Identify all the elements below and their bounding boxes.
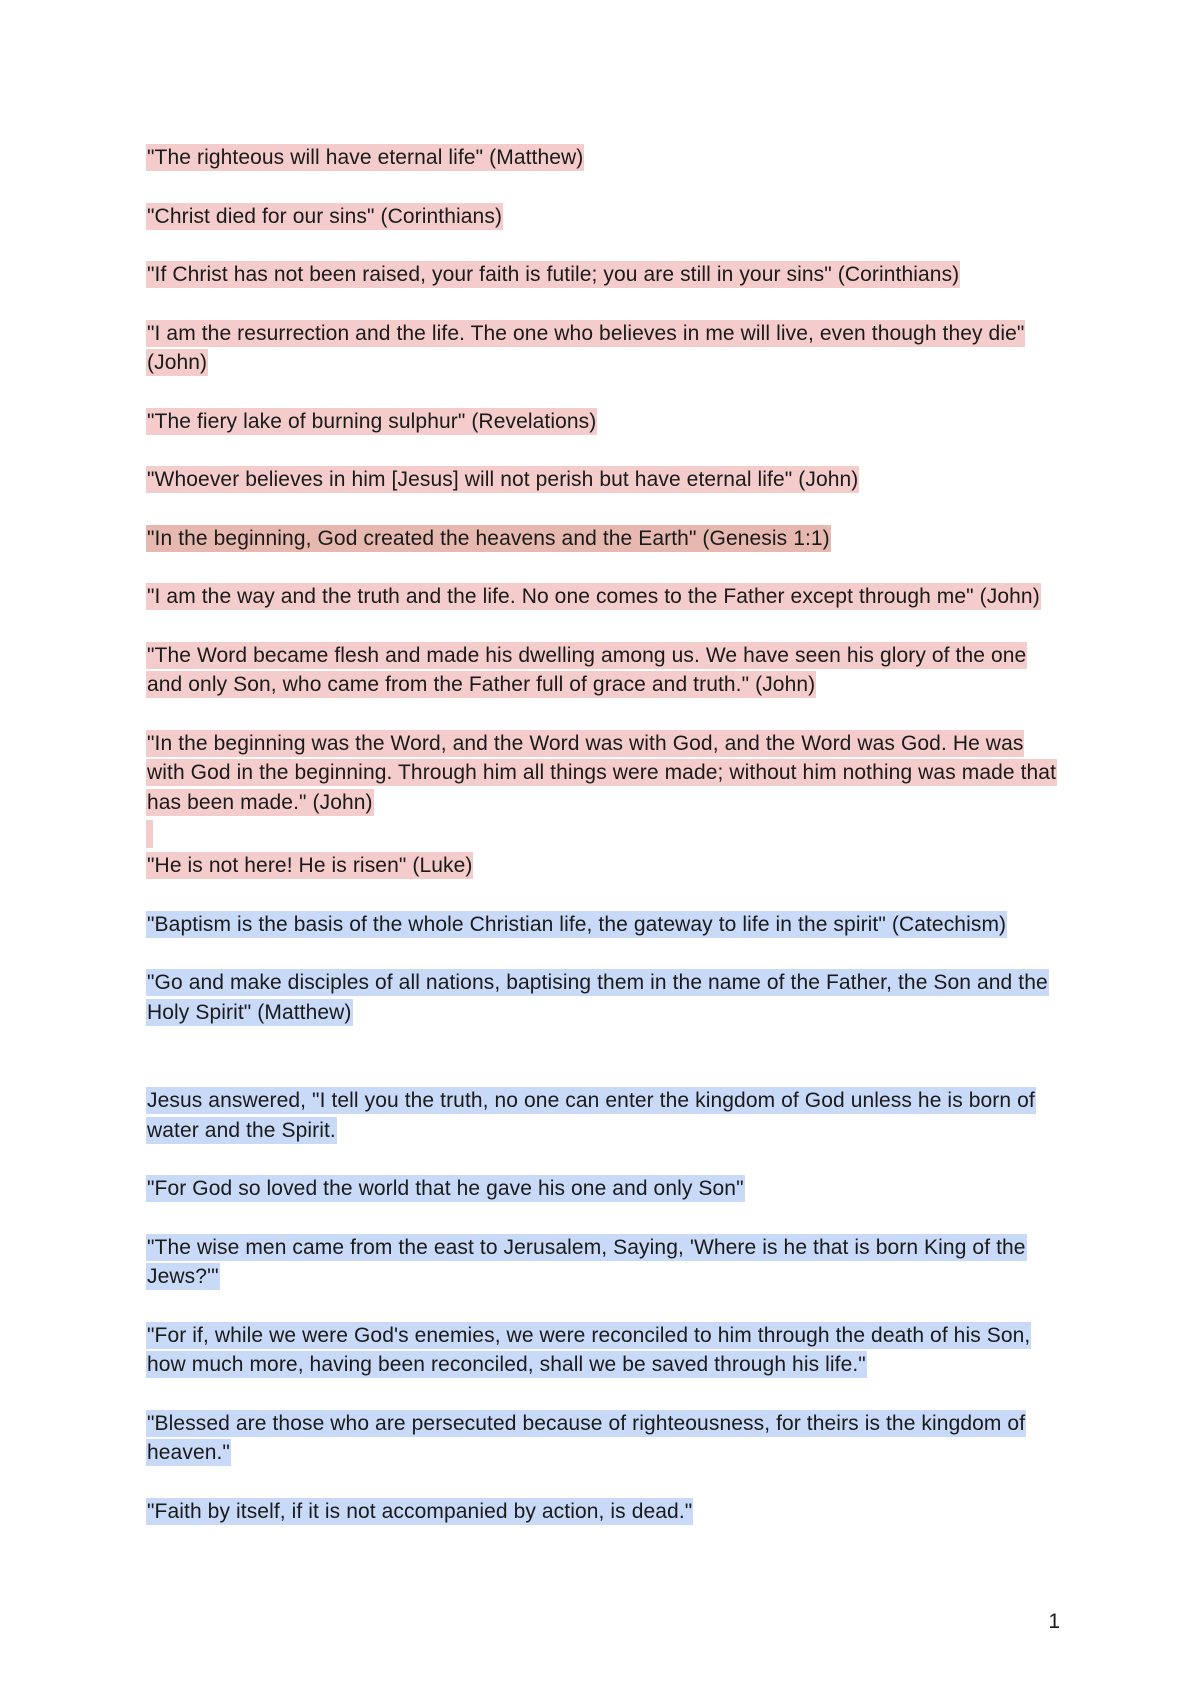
quote-text: "For if, while we were God's enemies, we were reconciled to him through the death of his Son, how much more, having been reconciled, shall we be saved through his life." bbox=[147, 1323, 1031, 1376]
quote-paragraph bbox=[146, 729, 1066, 818]
quote-text: Jesus answered, "I tell you the truth, no one can enter the kingdom of God unless he is born of water and the Spirit. bbox=[147, 1089, 1035, 1142]
empty-highlighted-line bbox=[146, 820, 153, 848]
quote-text: "If Christ has not been raised, your faith is futile; you are still in your sins" (Corinthians) bbox=[147, 263, 960, 286]
quote-text: "The righteous will have eternal life" (Matthew) bbox=[147, 146, 584, 169]
quote-paragraph bbox=[146, 851, 1066, 881]
quote-paragraph bbox=[146, 1409, 1066, 1468]
quote-paragraph bbox=[146, 1321, 1066, 1380]
quote-text: "In the beginning, God created the heavens and the Earth" (Genesis 1:1) bbox=[147, 526, 830, 550]
quote-paragraph bbox=[146, 407, 1066, 437]
quote-text: "Christ died for our sins" (Corinthians) bbox=[147, 204, 503, 228]
quote-text: "For God so loved the world that he gave his one and only Son" bbox=[147, 1177, 744, 1200]
quote-paragraph bbox=[146, 1233, 1066, 1292]
quote-paragraph-selected bbox=[146, 524, 1066, 554]
quote-text: "I am the resurrection and the life. The one who believes in me will live, even though they die" (John) bbox=[147, 321, 1025, 374]
quote-paragraph bbox=[146, 465, 1066, 495]
quote-text: "The fiery lake of burning sulphur" (Revelations) bbox=[147, 409, 597, 433]
quote-paragraph bbox=[146, 1497, 1066, 1527]
quote-text: "Go and make disciples of all nations, baptising them in the name of the Father, the Son and the Holy Spirit" (Matthew) bbox=[147, 971, 1048, 1024]
quote-paragraph bbox=[146, 1086, 1066, 1145]
quote-paragraph bbox=[146, 968, 1066, 1027]
quote-text: "Blessed are those who are persecuted because of righteousness, for theirs is the kingdom of heaven." bbox=[147, 1411, 1026, 1464]
quote-paragraph bbox=[146, 1174, 1066, 1204]
quote-text: "He is not here! He is risen" (Luke) bbox=[147, 854, 473, 877]
quote-paragraph bbox=[146, 910, 1066, 940]
quote-text: "In the beginning was the Word, and the Word was with God, and the Word was God. He was with God in the beginning. Through him all things were made; without him nothing was made that has been made." (John) bbox=[147, 731, 1057, 814]
quote-paragraph bbox=[146, 202, 1066, 232]
quote-text: "Faith by itself, if it is not accompanied by action, is dead." bbox=[147, 1499, 693, 1523]
quote-text: "Whoever believes in him [Jesus] will not perish but have eternal life" (John) bbox=[147, 468, 859, 491]
quote-text: "I am the way and the truth and the life. No one comes to the Father except through me" (John) bbox=[147, 585, 1040, 608]
quote-paragraph bbox=[146, 260, 1066, 290]
quote-paragraph bbox=[146, 319, 1066, 378]
quote-text: "The wise men came from the east to Jerusalem, Saying, 'Where is he that is born King of the Jews?'" bbox=[147, 1235, 1026, 1288]
quote-paragraph bbox=[146, 143, 1066, 173]
quote-paragraph bbox=[146, 641, 1066, 700]
quote-text: "Baptism is the basis of the whole Christian life, the gateway to life in the spirit" (Catechism) bbox=[147, 912, 1007, 936]
quote-text: "The Word became flesh and made his dwelling among us. We have seen his glory of the one and only Son, who came from the Father full of grace and truth." (John) bbox=[147, 643, 1027, 696]
page-number: 1 bbox=[1048, 1610, 1060, 1633]
document-body bbox=[146, 143, 1066, 1526]
quote-paragraph bbox=[146, 582, 1066, 612]
